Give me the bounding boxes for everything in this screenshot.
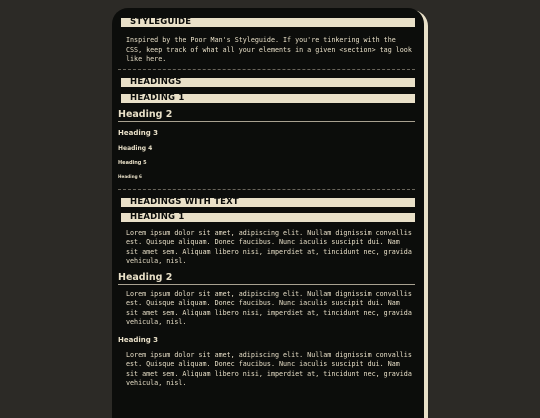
heading-2-paragraph: Lorem ipsum dolor sit amet, adipiscing elit. Nullam dignissim convallis est. Quisque aliquam. Donec faucibus. Nunc iaculis suscipit dui. Nam sit amet sem. Aliquam libero nisi, imperdiet at, tincidunt nec, gravida vehicula, nisl.	[126, 289, 412, 326]
heading-1-paragraph: Lorem ipsum dolor sit amet, adipiscing elit. Nullam dignissim convallis est. Quisque aliquam. Donec faucibus. Nunc iaculis suscipit dui. Nam sit amet sem. Aliquam libero nisi, imperdiet at, tincidunt nec, gravida vehicula, nisl.	[126, 228, 412, 265]
heading-3-with-text: Heading 3	[118, 335, 159, 344]
divider	[118, 69, 415, 70]
heading-2-sample: Heading 2	[118, 109, 415, 122]
styleguide-content	[118, 18, 415, 389]
heading-2-with-text: Heading 2	[118, 272, 415, 285]
heading-5-sample: Heading 5	[118, 159, 147, 166]
styleguide-intro: Inspired by the Poor Man's Styleguide. If you're tinkering with the CSS, keep track of what all your elements in a given <section> tag look like here.	[126, 36, 412, 63]
styleguide-title: STYLEGUIDE	[118, 18, 415, 27]
headings-with-text-title: HEADINGS WITH TEXT	[118, 198, 415, 207]
heading-6-sample: Heading 6	[118, 173, 142, 179]
heading-4-sample: Heading 4	[118, 144, 153, 152]
divider	[118, 189, 415, 190]
heading-3-sample: Heading 3	[118, 128, 159, 137]
heading-3-paragraph: Lorem ipsum dolor sit amet, adipiscing elit. Nullam dignissim convallis est. Quisque aliquam. Donec faucibus. Nunc iaculis suscipit dui. Nam sit amet sem. Aliquam libero nisi, imperdiet at, tincidunt nec, gravida vehicula, nisl.	[126, 350, 412, 387]
headings-section-title: HEADINGS	[118, 78, 415, 87]
heading-1-with-text: HEADING 1	[118, 213, 415, 222]
heading-1-sample: HEADING 1	[118, 94, 415, 103]
styleguide-panel	[112, 8, 424, 418]
